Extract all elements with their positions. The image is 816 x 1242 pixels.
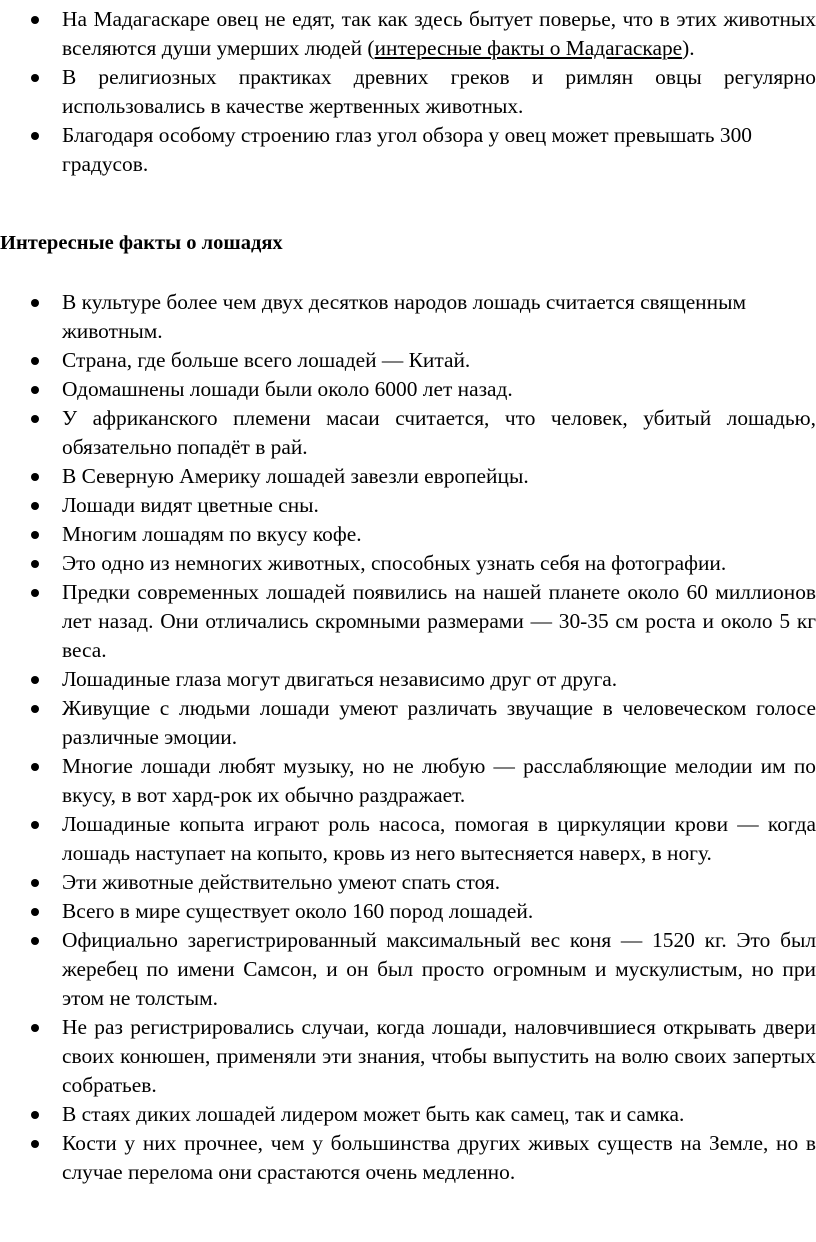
list-item	[0, 462, 816, 491]
list-item-text: У африканского племени масаи считается, что человек, убитый лошадью, обязательно попадёт в рай.	[62, 406, 816, 459]
list-item-text: Одомашнены лошади были около 6000 лет назад.	[62, 377, 513, 401]
bullet-icon	[31, 415, 39, 423]
bullet-icon	[31, 299, 39, 307]
list-item-text: Благодаря особому строению глаз угол обзора у овец может превышать 300 градусов.	[62, 123, 752, 176]
list-item	[0, 520, 816, 549]
list-item-text: Лошади видят цветные сны.	[62, 493, 319, 517]
list-item-text: Эти животные действительно умеют спать стоя.	[62, 870, 501, 894]
bullet-icon	[31, 16, 39, 24]
bullet-icon	[31, 357, 39, 365]
list-item	[0, 897, 816, 926]
list-item-text: Лошадиные копыта играют роль насоса, помогая в циркуляции крови — когда лошадь наступает на копыто, кровь из него вытесняется наверх, в ногу.	[62, 812, 816, 865]
bullet-icon	[31, 676, 39, 684]
list-item-text: В религиозных практиках древних греков и римлян овцы регулярно использовались в качестве жертвенных животных.	[62, 65, 816, 118]
list-item	[0, 810, 816, 868]
list-item-text-end: ).	[682, 36, 695, 60]
list-item	[0, 121, 816, 179]
list-item	[0, 491, 816, 520]
list-item	[0, 5, 816, 63]
section-heading: Интересные факты о лошадях	[0, 232, 283, 254]
list-item-text: На Мадагаскаре овец не едят, так как здесь бытует поверье, что в этих животных вселяются души умерших людей (	[62, 7, 816, 60]
list-item-text: Кости у них прочнее, чем у большинства других живых существ на Земле, но в случае перелома они срастаются очень медленно.	[62, 1131, 816, 1184]
list-item	[0, 404, 816, 462]
bullet-icon	[31, 821, 39, 829]
list-item-text: В стаях диких лошадей лидером может быть как самец, так и самка.	[62, 1102, 685, 1126]
list-item	[0, 665, 816, 694]
list-item-text: Лошадиные глаза могут двигаться независимо друг от друга.	[62, 667, 618, 691]
bullet-icon	[31, 531, 39, 539]
bullet-icon	[31, 705, 39, 713]
bullet-icon	[31, 1111, 39, 1119]
list-item-text: В культуре более чем двух десятков народов лошадь считается священным животным.	[62, 290, 746, 343]
list-item	[0, 549, 816, 578]
list-item-text: Страна, где больше всего лошадей — Китай.	[62, 348, 471, 372]
bullet-icon	[31, 937, 39, 945]
list-item	[0, 578, 816, 665]
list-item	[0, 926, 816, 1013]
list-item-text: В Северную Америку лошадей завезли европейцы.	[62, 464, 529, 488]
list-item	[0, 375, 816, 404]
list-item	[0, 63, 816, 121]
bullet-icon	[31, 132, 39, 140]
list-item	[0, 346, 816, 375]
list-item	[0, 1129, 816, 1187]
list-item-text: Всего в мире существует около 160 пород лошадей.	[62, 899, 534, 923]
list-item-text: Многим лошадям по вкусу кофе.	[62, 522, 362, 546]
list-item-text: Многие лошади любят музыку, но не любую — расслабляющие мелодии им по вкусу, в вот хард-рок их обычно раздражает.	[62, 754, 816, 807]
bullet-icon	[31, 1024, 39, 1032]
sheep-facts-list	[0, 5, 816, 179]
list-item-text: Предки современных лошадей появились на нашей планете около 60 миллионов лет назад. Они отличались скромными размерами — 30-35 см роста и около 5 кг веса.	[62, 580, 816, 662]
bullet-icon	[31, 763, 39, 771]
list-item	[0, 1100, 816, 1129]
bullet-icon	[31, 879, 39, 887]
bullet-icon	[31, 502, 39, 510]
bullet-icon	[31, 1140, 39, 1148]
list-item	[0, 752, 816, 810]
madagascar-facts-link[interactable]: интересные факты о Мадагаскаре	[374, 36, 683, 60]
bullet-icon	[31, 74, 39, 82]
list-item	[0, 1013, 816, 1100]
bullet-icon	[31, 473, 39, 481]
list-item-text: Живущие с людьми лошади умеют различать звучащие в человеческом голосе различные эмоции.	[62, 696, 816, 749]
bullet-icon	[31, 589, 39, 597]
list-item	[0, 288, 816, 346]
list-item	[0, 694, 816, 752]
list-item-text: Не раз регистрировались случаи, когда лошади, наловчившиеся открывать двери своих конюшен, применяли эти знания, чтобы выпустить на волю своих запертых собратьев.	[62, 1015, 816, 1097]
horse-facts-list	[0, 288, 816, 1187]
bullet-icon	[31, 908, 39, 916]
list-item-text: Это одно из немногих животных, способных узнать себя на фотографии.	[62, 551, 727, 575]
bullet-icon	[31, 386, 39, 394]
list-item-text: Официально зарегистрированный максимальный вес коня — 1520 кг. Это был жеребец по имени Самсон, и он был просто огромным и мускулистым, но при этом не толстым.	[62, 928, 816, 1010]
list-item	[0, 868, 816, 897]
bullet-icon	[31, 560, 39, 568]
